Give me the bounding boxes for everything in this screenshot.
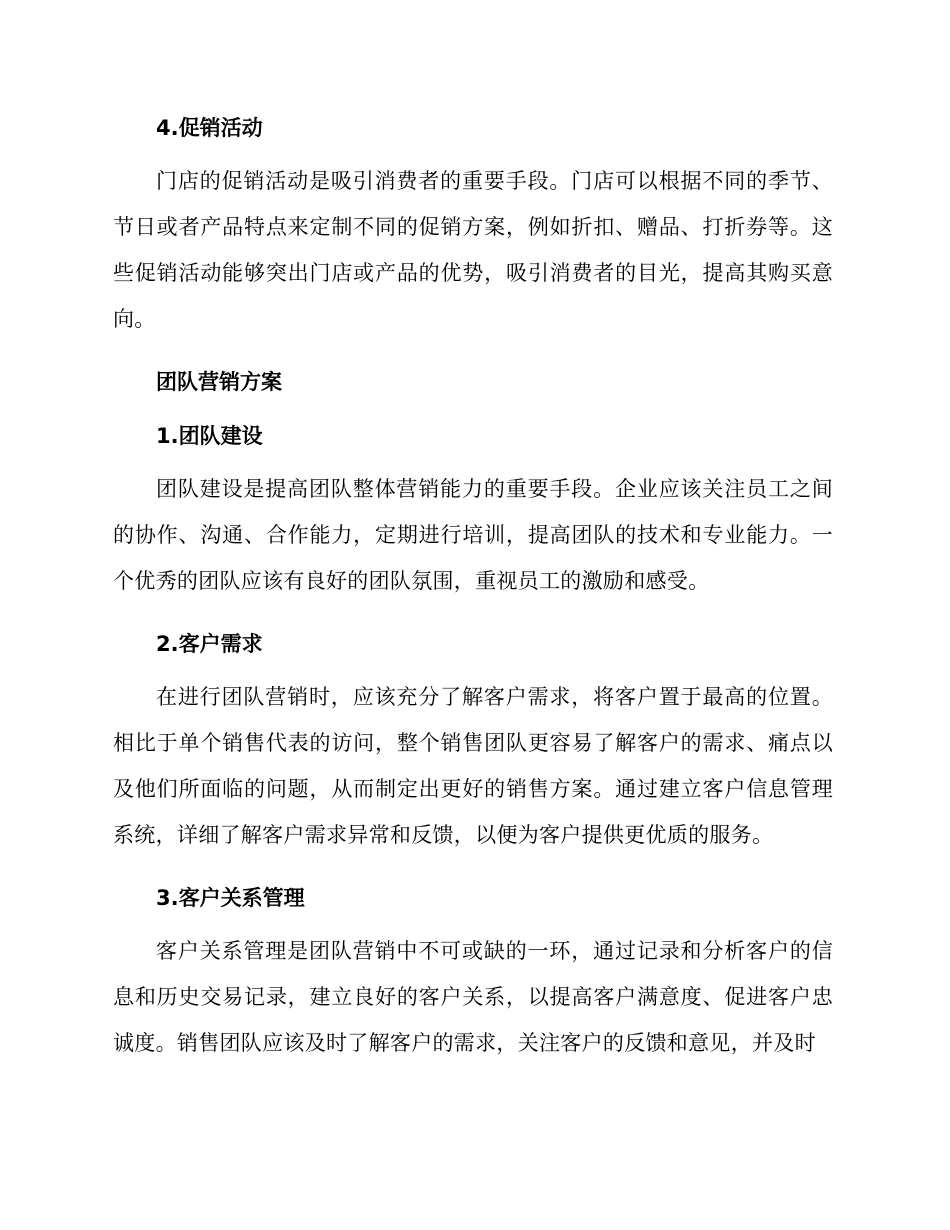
section-heading-team-building: 1.团队建设 [156,424,263,448]
section-heading-team-marketing: 团队营销方案 [156,370,282,394]
section-heading-customer-needs: 2.客户需求 [156,632,263,656]
section-paragraph-customer-needs: 在进行团队营销时，应该充分了解客户需求，将客户置于最高的位置。相比于单个销售代表的访问，整个销售团队更容易了解客户的需求、痛点以及他们所面临的问题，从而制定出更好的销售方案。通过建立客户信息管理系统，详细了解客户需求异常和反馈，以便为客户提供更优质的服务。 [113,685,833,847]
section-heading-crm: 3.客户关系管理 [156,886,305,910]
section-paragraph-crm: 客户关系管理是团队营销中不可或缺的一环，通过记录和分析客户的信息和历史交易记录，建立良好的客户关系，以提高客户满意度、促进客户忠诚度。销售团队应该及时了解客户的需求，关注客户的反馈和意见，并及时 [113,939,833,1055]
section-heading-promotion: 4.促销活动 [156,116,263,140]
document-body [113,110,833,1066]
section-paragraph-promotion: 门店的促销活动是吸引消费者的重要手段。门店可以根据不同的季节、节日或者产品特点来定制不同的促销方案，例如折扣、赠品、打折券等。这些促销活动能够突出门店或产品的优势，吸引消费者的目光，提高其购买意向。 [113,169,833,331]
section-paragraph-team-building: 团队建设是提高团队整体营销能力的重要手段。企业应该关注员工之间的协作、沟通、合作能力，定期进行培训，提高团队的技术和专业能力。一个优秀的团队应该有良好的团队氛围，重视员工的激励和感受。 [113,477,833,593]
